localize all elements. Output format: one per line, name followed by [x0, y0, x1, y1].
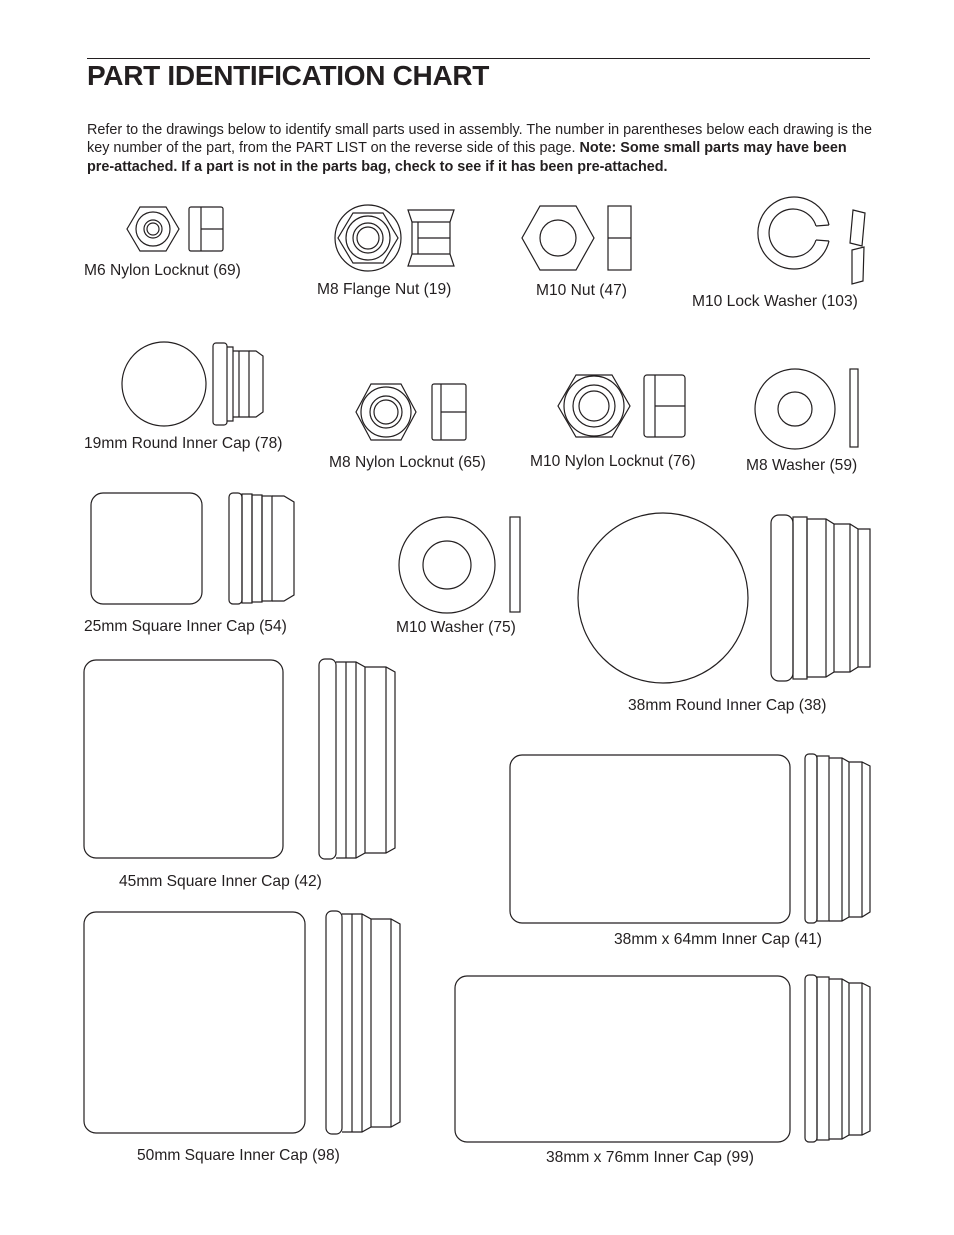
cap-38x76mm-drawing	[455, 975, 870, 1142]
label-square-cap-45mm: 45mm Square Inner Cap (42)	[119, 873, 322, 890]
round-cap-19mm-drawing	[122, 342, 263, 426]
label-m10-lock-washer: M10 Lock Washer (103)	[692, 293, 858, 310]
label-round-cap-38mm: 38mm Round Inner Cap (38)	[628, 697, 827, 714]
square-cap-50mm-drawing	[84, 911, 400, 1134]
label-m10-washer: M10 Washer (75)	[396, 619, 516, 636]
m10-nut-drawing	[522, 206, 631, 270]
label-m10-nut: M10 Nut (47)	[536, 282, 627, 299]
m10-lock-washer-drawing	[758, 197, 865, 284]
label-cap-38x64mm: 38mm x 64mm Inner Cap (41)	[614, 931, 822, 948]
m10-washer-drawing	[399, 517, 520, 613]
square-cap-45mm-drawing	[84, 659, 395, 859]
m8-washer-drawing	[755, 369, 858, 449]
intro-text: Refer to the drawings below to identify small parts used in assembly. The number in parentheses below each drawing is the key number of the part, from the PART LIST on the reverse side of this page.	[87, 122, 872, 157]
m8-flange-nut-drawing	[335, 205, 454, 271]
label-square-cap-25mm: 25mm Square Inner Cap (54)	[84, 618, 287, 635]
label-m6-nylon-locknut: M6 Nylon Locknut (69)	[84, 262, 241, 279]
cap-38x64mm-drawing	[510, 754, 870, 923]
label-cap-38x76mm: 38mm x 76mm Inner Cap (99)	[546, 1149, 754, 1166]
round-cap-38mm-drawing	[578, 513, 870, 683]
label-round-cap-19mm: 19mm Round Inner Cap (78)	[84, 435, 283, 452]
square-cap-25mm-drawing	[91, 493, 294, 604]
m6-nylon-locknut-drawing	[127, 207, 223, 251]
intro-note: Note: Some small parts may have been pre-attached. If a part is not in the parts bag, check to see if it has been pre-attached.	[87, 140, 847, 175]
m10-nylon-locknut-drawing	[558, 375, 685, 437]
page-title: PART IDENTIFICATION CHART	[87, 60, 490, 91]
label-m10-nylon-locknut: M10 Nylon Locknut (76)	[530, 453, 696, 470]
label-m8-washer: M8 Washer (59)	[746, 457, 858, 474]
label-m8-flange-nut: M8 Flange Nut (19)	[317, 281, 452, 298]
label-m8-nylon-locknut: M8 Nylon Locknut (65)	[329, 454, 486, 471]
label-square-cap-50mm: 50mm Square Inner Cap (98)	[137, 1147, 340, 1164]
m8-nylon-locknut-drawing	[356, 384, 466, 440]
